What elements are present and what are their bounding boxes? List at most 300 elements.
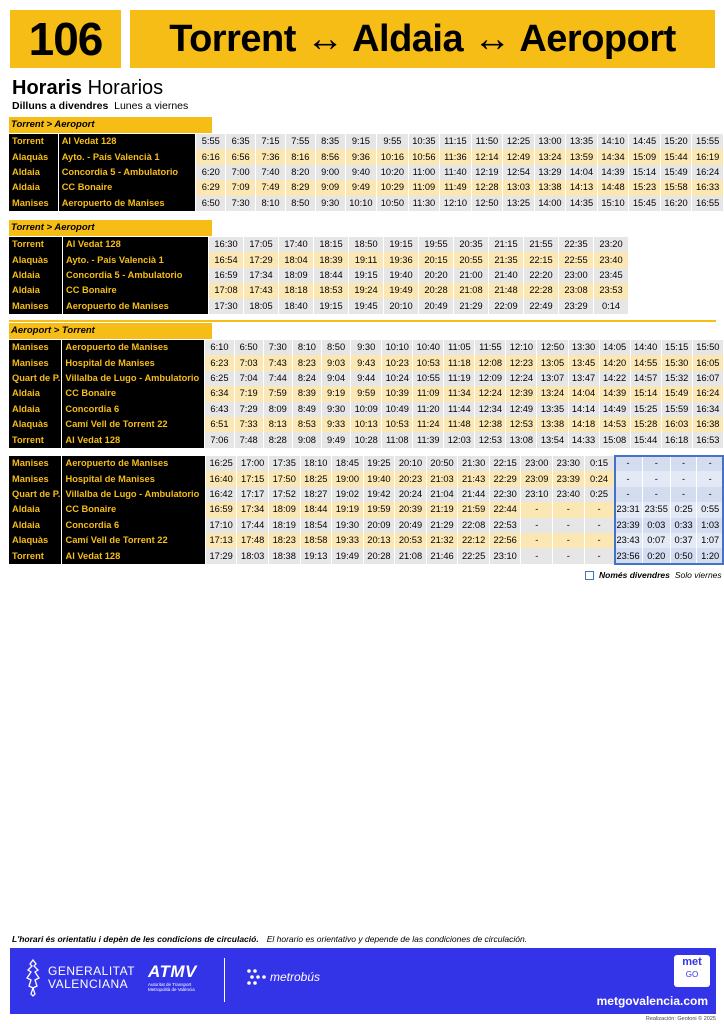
time-cell: 18:27 <box>301 487 332 502</box>
time-cell: 14:05 <box>600 340 630 355</box>
time-cell: 9:00 <box>316 165 345 180</box>
table-row <box>9 283 628 298</box>
time-cell: 12:53 <box>506 417 536 432</box>
line-number: 106 <box>28 13 103 65</box>
friday-time-cell: - <box>671 487 697 502</box>
time-cell: 14:49 <box>600 402 630 417</box>
time-cell: 8:53 <box>293 417 321 432</box>
town-cell: Torrent <box>9 432 61 447</box>
friday-time-cell: 0:37 <box>671 533 697 548</box>
friday-time-cell: - <box>671 456 697 471</box>
time-cell: 21:55 <box>524 237 558 252</box>
time-cell: 7:19 <box>235 386 263 401</box>
time-cell: 16:38 <box>693 417 723 432</box>
route-title: Torrent ↔ Aldaia ↔ Aeroport <box>169 17 676 60</box>
town-cell: Alaquàs <box>9 533 61 548</box>
time-cell: 9:59 <box>351 386 381 401</box>
time-cell: 13:35 <box>537 402 567 417</box>
time-cell: 8:39 <box>293 386 321 401</box>
time-cell: 12:14 <box>472 149 503 164</box>
time-cell: 23:29 <box>559 299 593 314</box>
stop-cell: Camí Vell de Torrent 22 <box>62 417 204 432</box>
time-cell: 10:13 <box>351 417 381 432</box>
time-cell: 22:55 <box>559 252 593 267</box>
legend-alt: Solo viernes <box>674 570 722 580</box>
time-cell: 9:55 <box>377 134 408 149</box>
time-cell: 20:28 <box>364 548 395 563</box>
time-cell: 21:04 <box>427 487 458 502</box>
time-cell: 15:55 <box>692 134 723 149</box>
time-cell: 17:34 <box>244 268 278 283</box>
time-cell: 15:30 <box>662 355 692 370</box>
time-cell: 19:30 <box>332 518 363 533</box>
time-cell: 9:40 <box>346 165 377 180</box>
time-cell: 18:54 <box>301 518 332 533</box>
town-cell: Torrent <box>9 134 58 149</box>
time-cell: 22:56 <box>490 533 521 548</box>
generalitat-line2: VALENCIANA <box>48 977 129 991</box>
time-cell: - <box>521 518 552 533</box>
time-cell: 17:29 <box>206 548 237 563</box>
schedule-title <box>12 77 163 100</box>
time-cell: 12:19 <box>472 165 503 180</box>
time-cell: 15:28 <box>631 417 661 432</box>
time-cell: 12:09 <box>475 371 505 386</box>
time-cell: 20:15 <box>419 252 453 267</box>
time-cell: 23:40 <box>553 487 584 502</box>
time-cell: 18:44 <box>301 502 332 517</box>
line-number-badge <box>10 10 121 68</box>
table-row <box>9 149 723 164</box>
stop-cell: Aeropuerto de Manises <box>63 299 208 314</box>
friday-time-cell: 0:33 <box>671 518 697 533</box>
time-cell: 21:44 <box>458 487 489 502</box>
time-cell: 18:23 <box>269 533 300 548</box>
time-cell: 5:55 <box>196 134 225 149</box>
friday-time-cell: 0:55 <box>697 502 723 517</box>
time-cell: 14:39 <box>598 165 629 180</box>
time-cell: 14:33 <box>569 432 599 447</box>
time-cell: 16:33 <box>692 180 723 195</box>
time-cell: 18:19 <box>269 518 300 533</box>
metgo-top: met <box>682 956 702 968</box>
friday-time-cell: - <box>697 471 723 486</box>
time-cell: 21:08 <box>395 548 426 563</box>
time-cell: 21:08 <box>454 283 488 298</box>
time-cell: 10:49 <box>382 402 412 417</box>
time-cell: 13:03 <box>503 180 534 195</box>
time-cell: 9:44 <box>351 371 381 386</box>
time-cell: 9:30 <box>322 402 350 417</box>
time-cell: 18:38 <box>269 548 300 563</box>
table-row <box>9 268 628 283</box>
time-cell: 17:13 <box>206 533 237 548</box>
time-cell: 7:00 <box>226 165 255 180</box>
time-cell: 19:02 <box>332 487 363 502</box>
time-cell: 16:30 <box>209 237 243 252</box>
time-cell: 19:45 <box>349 299 383 314</box>
time-cell: 11:08 <box>382 432 412 447</box>
time-cell: 11:05 <box>444 340 474 355</box>
time-cell: 9:33 <box>322 417 350 432</box>
disclaimer-note <box>12 934 527 944</box>
time-cell: 18:05 <box>244 299 278 314</box>
days-label-alt: Lunes a viernes <box>114 100 189 112</box>
table-row <box>9 386 723 401</box>
time-cell: 6:50 <box>235 340 263 355</box>
generalitat-crest-icon <box>24 958 42 998</box>
town-cell: Manises <box>9 471 61 486</box>
time-cell: 13:24 <box>535 149 566 164</box>
time-cell: 12:03 <box>444 432 474 447</box>
time-cell: 15:59 <box>662 402 692 417</box>
time-cell: 9:19 <box>322 386 350 401</box>
time-cell: 20:28 <box>419 283 453 298</box>
schedule-title-alt: Horarios <box>87 77 164 99</box>
time-cell: 19:42 <box>364 487 395 502</box>
time-cell: 16:07 <box>693 371 723 386</box>
town-cell: Aldaia <box>9 268 62 283</box>
metrobus-logo <box>246 967 320 987</box>
stop-cell: Villalba de Lugo - Ambulatorio <box>62 371 204 386</box>
time-cell: 17:35 <box>269 456 300 471</box>
time-cell: 9:30 <box>316 196 345 211</box>
stop-cell: Al Vedat 128 <box>62 548 204 563</box>
time-cell: 13:08 <box>506 432 536 447</box>
time-cell: 16:05 <box>693 355 723 370</box>
metgo-logo <box>674 955 710 987</box>
stop-cell: Villalba de Lugo - Ambulatorio <box>62 487 204 502</box>
time-cell: - <box>553 502 584 517</box>
credit: Realización: Geotoni © 2025 <box>645 1016 716 1022</box>
table-row <box>9 355 723 370</box>
table-row <box>9 402 723 417</box>
table-row <box>9 237 628 252</box>
timetable <box>8 456 724 564</box>
time-cell: 16:59 <box>206 502 237 517</box>
time-cell: 8:16 <box>286 149 315 164</box>
time-cell: 20:39 <box>395 502 426 517</box>
time-cell: 14:00 <box>535 196 566 211</box>
time-cell: 15:44 <box>631 432 661 447</box>
time-cell: 7:30 <box>264 340 292 355</box>
time-cell: 13:59 <box>566 149 597 164</box>
time-cell: 19:40 <box>384 268 418 283</box>
town-cell: Manises <box>9 299 62 314</box>
town-cell: Aldaia <box>9 386 61 401</box>
time-cell: 13:47 <box>569 371 599 386</box>
time-cell: 9:15 <box>346 134 377 149</box>
table-row <box>9 471 723 486</box>
town-cell: Manises <box>9 196 58 211</box>
stop-cell: Concordia 6 <box>62 518 204 533</box>
time-cell: 17:52 <box>269 487 300 502</box>
section-title: Torrent > Aeroport <box>9 117 212 133</box>
time-cell: 11:30 <box>409 196 440 211</box>
time-cell: 10:10 <box>346 196 377 211</box>
friday-time-cell: 23:43 <box>615 533 642 548</box>
time-cell: 20:49 <box>419 299 453 314</box>
time-cell: 6:16 <box>196 149 225 164</box>
time-cell: 12:50 <box>537 340 567 355</box>
atmv-wordmark: ATMV <box>148 962 197 981</box>
time-cell: 14:34 <box>598 149 629 164</box>
friday-time-cell: 0:20 <box>643 548 670 563</box>
time-cell: 7:40 <box>256 165 285 180</box>
friday-time-cell: 0:07 <box>643 533 670 548</box>
time-cell: 8:50 <box>286 196 315 211</box>
time-cell: 19:49 <box>332 548 363 563</box>
time-cell: 7:55 <box>286 134 315 149</box>
time-cell: 22:20 <box>524 268 558 283</box>
time-cell: 14:45 <box>629 134 660 149</box>
time-cell: 18:18 <box>279 283 313 298</box>
time-cell: 18:25 <box>301 471 332 486</box>
table-row <box>9 165 723 180</box>
town-cell: Alaquàs <box>9 417 61 432</box>
friday-time-cell: 1:07 <box>697 533 723 548</box>
stop-cell: Concordia 5 - Ambulatorio <box>59 165 196 180</box>
time-cell: 23:45 <box>594 268 628 283</box>
time-cell: 14:53 <box>600 417 630 432</box>
time-cell: 18:39 <box>314 252 348 267</box>
stop-cell: Al Vedat 128 <box>63 237 208 252</box>
time-cell: 16:19 <box>692 149 723 164</box>
stop-cell: CC Bonaire <box>59 180 196 195</box>
time-cell: 14:04 <box>566 165 597 180</box>
time-cell: 18:50 <box>349 237 383 252</box>
time-cell: 12:39 <box>506 386 536 401</box>
days-label-main: Dilluns a divendres <box>12 100 109 112</box>
time-cell: 15:14 <box>629 165 660 180</box>
time-cell: 8:35 <box>316 134 345 149</box>
time-cell: 14:14 <box>569 402 599 417</box>
time-cell: 23:40 <box>594 252 628 267</box>
time-cell: 11:15 <box>440 134 471 149</box>
friday-time-cell: - <box>697 456 723 471</box>
table-row <box>9 432 723 447</box>
time-cell: 7:04 <box>235 371 263 386</box>
time-cell: 9:08 <box>293 432 321 447</box>
time-cell: 12:24 <box>506 371 536 386</box>
note-main: L'horari és orientatiu i depèn de les condicions de circulació. <box>12 934 259 944</box>
legend <box>585 570 722 580</box>
time-cell: - <box>585 533 614 548</box>
time-cell: 22:53 <box>490 518 521 533</box>
time-cell: 7:59 <box>264 386 292 401</box>
time-cell: 10:29 <box>377 180 408 195</box>
time-cell: 19:11 <box>349 252 383 267</box>
metgo-bottom: GO <box>685 970 699 979</box>
time-cell: 12:28 <box>472 180 503 195</box>
time-cell: 22:30 <box>490 487 521 502</box>
town-cell: Manises <box>9 456 61 471</box>
time-cell: 16:24 <box>693 386 723 401</box>
time-cell: 7:30 <box>226 196 255 211</box>
time-cell: - <box>585 548 614 563</box>
time-cell: 10:23 <box>382 355 412 370</box>
time-cell: 17:43 <box>244 283 278 298</box>
time-cell: 21:29 <box>427 518 458 533</box>
time-cell: 20:24 <box>395 487 426 502</box>
time-cell: 23:10 <box>490 548 521 563</box>
time-cell: 7:33 <box>235 417 263 432</box>
time-cell: - <box>521 548 552 563</box>
town-cell: Aldaia <box>9 283 62 298</box>
stop-cell: Hospital de Manises <box>62 355 204 370</box>
town-cell: Aldaia <box>9 402 61 417</box>
time-cell: 11:34 <box>444 386 474 401</box>
generalitat-line1: GENERALITAT <box>48 964 136 978</box>
time-cell: 9:49 <box>346 180 377 195</box>
time-cell: 14:22 <box>600 371 630 386</box>
time-cell: 13:30 <box>569 340 599 355</box>
note-alt: El horario es orientativo y depende de las condiciones de circulación. <box>266 934 528 944</box>
friday-time-cell: 23:39 <box>615 518 642 533</box>
time-cell: 16:34 <box>693 402 723 417</box>
time-cell: 12:10 <box>506 340 536 355</box>
town-cell: Aldaia <box>9 518 61 533</box>
metrobus-wordmark: metrobús <box>270 970 321 984</box>
friday-time-cell: - <box>643 456 670 471</box>
time-cell: 12:54 <box>503 165 534 180</box>
table-row <box>9 533 723 548</box>
time-cell: 13:38 <box>535 180 566 195</box>
time-cell: 17:48 <box>237 533 268 548</box>
friday-time-cell: - <box>615 471 642 486</box>
time-cell: 19:15 <box>349 268 383 283</box>
time-cell: 21:59 <box>458 502 489 517</box>
time-cell: 12:50 <box>472 196 503 211</box>
days-label <box>12 100 188 112</box>
stop-cell: Al Vedat 128 <box>59 134 196 149</box>
time-cell: 21:32 <box>427 533 458 548</box>
time-cell: 11:55 <box>475 340 505 355</box>
table-row <box>9 180 723 195</box>
time-cell: 10:50 <box>377 196 408 211</box>
time-cell: 6:50 <box>196 196 225 211</box>
time-cell: 11:48 <box>444 417 474 432</box>
time-cell: 23:39 <box>553 471 584 486</box>
time-cell: 21:15 <box>489 237 523 252</box>
website-link[interactable]: metgovalencia.com <box>596 994 708 1008</box>
time-cell: 13:25 <box>503 196 534 211</box>
time-cell: 16:25 <box>206 456 237 471</box>
time-cell: 21:43 <box>458 471 489 486</box>
time-cell: 22:25 <box>458 548 489 563</box>
time-cell: 17:40 <box>279 237 313 252</box>
table-row <box>9 502 723 517</box>
table-row <box>9 456 723 471</box>
table-row <box>9 417 723 432</box>
time-cell: 14:10 <box>598 134 629 149</box>
time-cell: 17:29 <box>244 252 278 267</box>
time-cell: 8:13 <box>264 417 292 432</box>
time-cell: 20:50 <box>427 456 458 471</box>
time-cell: 13:54 <box>537 432 567 447</box>
time-cell: 14:13 <box>566 180 597 195</box>
time-cell: 11:39 <box>413 432 443 447</box>
time-cell: 8:29 <box>286 180 315 195</box>
time-cell: 19:49 <box>384 283 418 298</box>
time-cell: 16:53 <box>693 432 723 447</box>
time-cell: 20:55 <box>454 252 488 267</box>
time-cell: 13:24 <box>537 386 567 401</box>
time-cell: 18:15 <box>314 237 348 252</box>
time-cell: 16:55 <box>692 196 723 211</box>
time-cell: 10:28 <box>351 432 381 447</box>
friday-time-cell: 23:55 <box>643 502 670 517</box>
time-cell: 14:48 <box>598 180 629 195</box>
time-cell: 17:00 <box>237 456 268 471</box>
time-cell: 16:42 <box>206 487 237 502</box>
time-cell: 6:20 <box>196 165 225 180</box>
time-cell: 18:03 <box>237 548 268 563</box>
time-cell: 17:50 <box>269 471 300 486</box>
time-cell: 10:24 <box>382 371 412 386</box>
footer-banner <box>10 948 716 1014</box>
time-cell: - <box>585 518 614 533</box>
time-cell: 12:08 <box>475 355 505 370</box>
table-row <box>9 371 723 386</box>
generalitat-logo <box>24 958 135 998</box>
time-cell: 16:54 <box>209 252 243 267</box>
time-cell: 15:09 <box>629 149 660 164</box>
time-cell: 15:25 <box>631 402 661 417</box>
time-cell: - <box>553 548 584 563</box>
time-cell: 23:00 <box>559 268 593 283</box>
time-cell: 23:30 <box>553 456 584 471</box>
time-cell: 19:15 <box>384 237 418 252</box>
time-cell: 21:30 <box>458 456 489 471</box>
time-cell: 12:49 <box>506 402 536 417</box>
time-cell: 12:25 <box>503 134 534 149</box>
time-cell: 20:10 <box>395 456 426 471</box>
time-cell: 16:03 <box>662 417 692 432</box>
stop-cell: Aeropuerto de Manises <box>62 340 204 355</box>
time-cell: 13:35 <box>566 134 597 149</box>
town-cell: Quart de P. <box>9 487 61 502</box>
time-cell: 9:04 <box>322 371 350 386</box>
time-cell: 11:49 <box>440 180 471 195</box>
friday-time-cell: 1:03 <box>697 518 723 533</box>
timetable <box>8 134 724 211</box>
time-cell: 14:35 <box>566 196 597 211</box>
town-cell: Alaquàs <box>9 252 62 267</box>
stop-cell: Concordia 6 <box>62 402 204 417</box>
time-cell: 14:40 <box>631 340 661 355</box>
time-cell: 12:24 <box>475 386 505 401</box>
time-cell: 17:05 <box>244 237 278 252</box>
time-cell: 20:23 <box>395 471 426 486</box>
time-cell: 16:18 <box>662 432 692 447</box>
time-cell: - <box>521 502 552 517</box>
atmv-logo <box>148 962 208 992</box>
time-cell: - <box>521 533 552 548</box>
time-cell: 20:10 <box>384 299 418 314</box>
time-cell: 22:15 <box>490 456 521 471</box>
time-cell: 18:45 <box>332 456 363 471</box>
time-cell: 11:50 <box>472 134 503 149</box>
schedule-title-main: Horaris <box>12 77 83 99</box>
time-cell: 6:23 <box>205 355 233 370</box>
metrobus-dots-icon <box>246 967 266 987</box>
stop-cell: Aeropuerto de Manises <box>59 196 196 211</box>
time-cell: 13:45 <box>569 355 599 370</box>
time-cell: 21:00 <box>454 268 488 283</box>
friday-time-cell: - <box>615 487 642 502</box>
time-cell: 18:09 <box>269 502 300 517</box>
